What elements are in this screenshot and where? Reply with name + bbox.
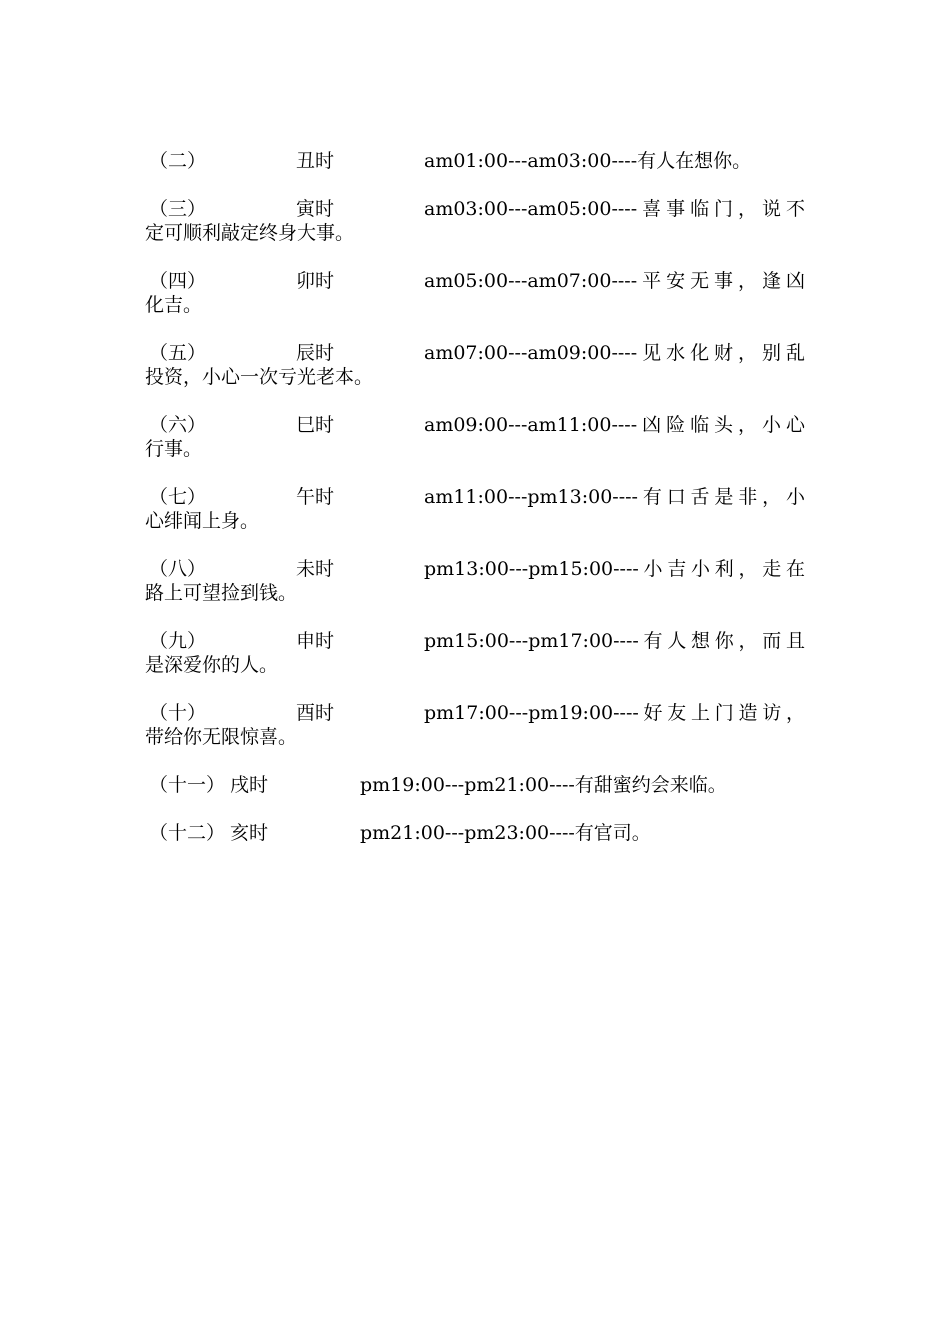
entry-line	[145, 341, 805, 365]
entry-line	[145, 197, 805, 221]
entry-xu	[145, 773, 805, 797]
entry-line	[145, 701, 805, 725]
entry-wei	[145, 557, 805, 605]
entry-mao	[145, 269, 805, 317]
entry-number: （七）	[149, 486, 207, 508]
entry-number: （三）	[149, 198, 207, 220]
entry-shichen: 巳时	[296, 414, 335, 436]
entry-line	[145, 557, 805, 581]
entry-continuation: 路上可望捡到钱。	[145, 582, 298, 604]
entry-time-text: am03:00---am05:00----喜事临门，说不	[424, 198, 805, 220]
entry-you	[145, 701, 805, 749]
entry-number: （六）	[149, 414, 207, 436]
entry-number: （十一）	[149, 774, 226, 796]
entry-line	[145, 773, 805, 797]
entry-chou	[145, 149, 805, 173]
entry-line	[145, 269, 805, 293]
entry-shichen: 戌时	[230, 774, 269, 796]
entry-continuation: 行事。	[145, 438, 203, 460]
entry-number: （二）	[149, 150, 207, 172]
entry-time-text: am05:00---am07:00----平安无事，逢凶	[424, 270, 805, 292]
entry-shichen: 寅时	[296, 198, 335, 220]
entry-time-text: pm15:00---pm17:00----有人想你，而且	[424, 630, 805, 652]
entry-continuation: 心绯闻上身。	[145, 510, 260, 532]
entry-continuation: 带给你无限惊喜。	[145, 726, 298, 748]
entry-time-text: pm13:00---pm15:00----小吉小利，走在	[424, 558, 805, 580]
entry-shichen: 申时	[296, 630, 335, 652]
entry-shichen: 未时	[296, 558, 335, 580]
entry-shichen: 辰时	[296, 342, 335, 364]
entry-line	[145, 149, 805, 173]
entry-continuation: 化吉。	[145, 294, 203, 316]
entry-si	[145, 413, 805, 461]
entry-time-text: pm21:00---pm23:00----有官司。	[360, 822, 651, 844]
entry-number: （十）	[149, 702, 207, 724]
entry-wu	[145, 485, 805, 533]
entry-time-text: am01:00---am03:00----有人在想你。	[424, 150, 752, 172]
entry-number: （五）	[149, 342, 207, 364]
entry-shichen: 酉时	[296, 702, 335, 724]
entry-line	[145, 413, 805, 437]
entry-continuation: 是深爱你的人。	[145, 654, 279, 676]
entry-number: （十二）	[149, 822, 226, 844]
entry-time-text: am07:00---am09:00----见水化财，别乱	[424, 342, 805, 364]
entry-shichen: 午时	[296, 486, 335, 508]
entry-shichen: 丑时	[296, 150, 335, 172]
entry-number: （八）	[149, 558, 207, 580]
entry-shen	[145, 629, 805, 677]
entry-number: （九）	[149, 630, 207, 652]
entry-line	[145, 629, 805, 653]
entry-yin	[145, 197, 805, 245]
entry-time-text: am09:00---am11:00----凶险临头，小心	[424, 414, 805, 436]
entry-time-text: am11:00---pm13:00----有口舌是非，小	[424, 486, 805, 508]
entry-shichen: 亥时	[230, 822, 269, 844]
entry-continuation: 定可顺利敲定终身大事。	[145, 222, 355, 244]
entry-line	[145, 485, 805, 509]
entry-continuation: 投资，小心一次亏光老本。	[145, 366, 374, 388]
entry-time-text: pm19:00---pm21:00----有甜蜜约会来临。	[360, 774, 727, 796]
entry-time-text: pm17:00---pm19:00----好友上门造访，	[424, 702, 805, 724]
entry-hai	[145, 821, 805, 845]
entry-shichen: 卯时	[296, 270, 335, 292]
entry-number: （四）	[149, 270, 207, 292]
entry-chen	[145, 341, 805, 389]
entry-line	[145, 821, 805, 845]
